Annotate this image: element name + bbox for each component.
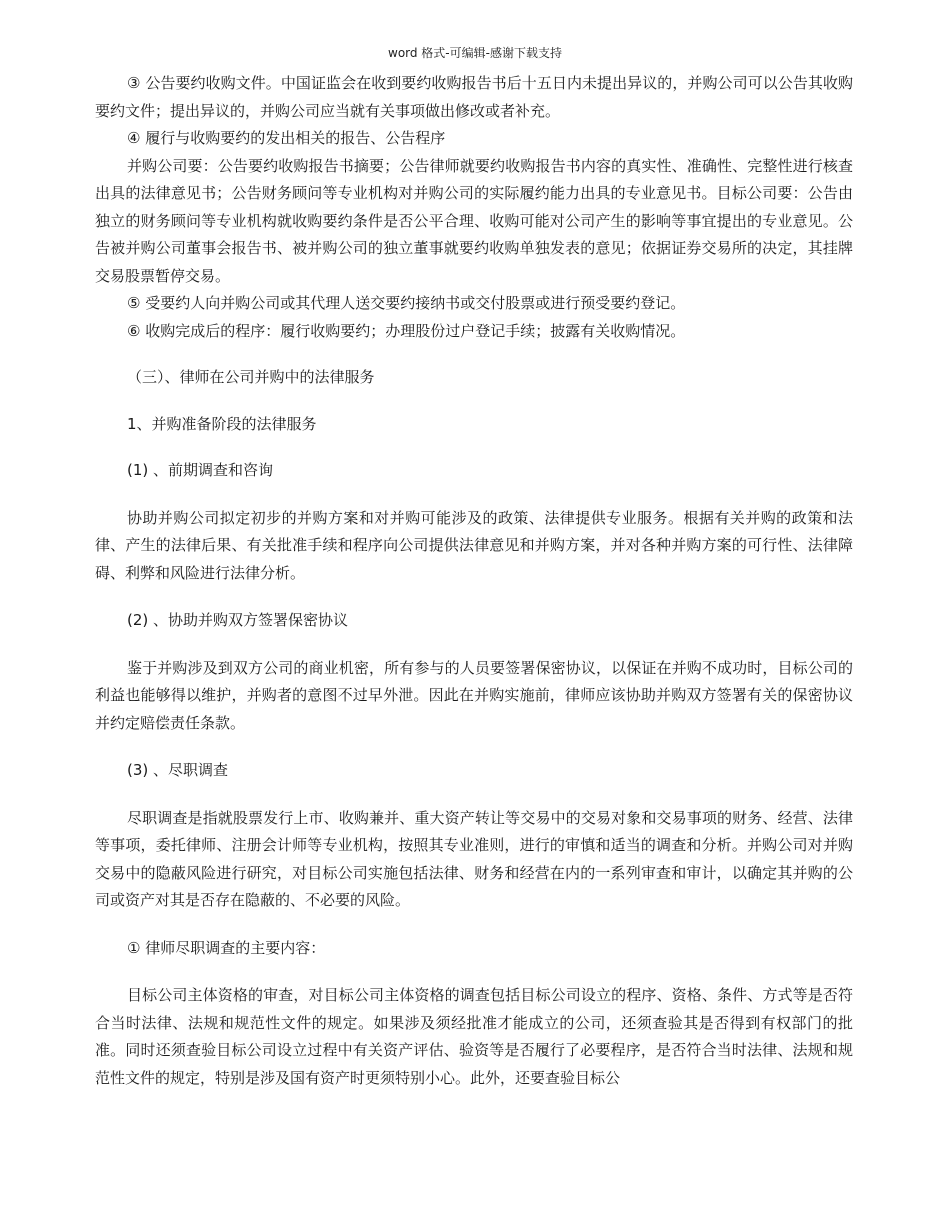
paragraph-post-acquisition-procedure: ⑥ 收购完成后的程序：履行收购要约；办理股份过户登记手续；披露有关收购情况。 (127, 321, 686, 340)
item-heading-confidentiality-agreement: (2) 、协助并购双方签署保密协议 (127, 611, 349, 629)
paragraph-subject-qualification-review: 目标公司主体资格的审查，对目标公司主体资格的调查包括目标公司设立的程序、资格、条件、方式等是否符合当时法律、法规和规范性文件的规定。如果涉及须经批准才能成立的公司，还须查验其是否得到有权部门的批准。同时还须查验目标公司设立过程中有关资产评估、验资等是否履行了必要程序，是否符合当时法律、法规和规范性文件的规定，特别是涉及国有资产时更须特别小心。此外，还要查验目标公 (95, 986, 853, 1087)
paragraph-confidentiality-agreement: 鉴于并购涉及到双方公司的商业机密，所有参与的人员要签署保密协议，以保证在并购不成功时，目标公司的利益也能够得以维护，并购者的意图不过早外泄。因此在并购实施前，律师应该协助并购双方签署有关的保密协议并约定赔偿责任条款。 (95, 658, 853, 732)
paragraph-preliminary-investigation: 协助并购公司拟定初步的并购方案和对并购可能涉及的政策、法律提供专业服务。根据有关并购的政策和法律、产生的法律后果、有关批准手续和程序向公司提供法律意见和并购方案，并对各种并购方案的可行性、法律障碍、利弊和风险进行法律分析。 (95, 508, 853, 582)
paragraph-announcement-requirements: 并购公司要：公告要约收购报告书摘要；公告律师就要约收购报告书内容的真实性、准确性、完整性进行核查出具的法律意见书；公告财务顾问等专业机构对并购公司的实际履约能力出具的专业意见书。目标公司要：公告由独立的财务顾问等专业机构就收购要约条件是否公平合理、收购可能对公司产生的影响等事宜提出的专业意见。公告被并购公司董事会报告书、被并购公司的独立董事就要约收购单独发表的意见；依据证券交易所的决定，其挂牌交易股票暂停交易。 (95, 156, 853, 285)
paragraph-report-procedure-title: ④ 履行与收购要约的发出相关的报告、公告程序 (127, 129, 446, 147)
subsection-heading-preparation-stage: 1、并购准备阶段的法律服务 (127, 414, 317, 433)
section-heading-lawyer-services: （三）、律师在公司并购中的法律服务 (127, 368, 375, 386)
document-body (95, 70, 853, 1092)
paragraph-announce-offer: ③ 公告要约收购文件。中国证监会在收到要约收购报告书后十五日内未提出异议的，并购公司可以公告其收购要约文件；提出异议的，并购公司应当就有关事项做出修改或者补充。 (95, 74, 853, 120)
item-heading-due-diligence: (3) 、尽职调查 (127, 761, 229, 779)
paragraph-due-diligence: 尽职调查是指就股票发行上市、收购兼并、重大资产转让等交易中的交易对象和交易事项的财务、经营、法律等事项，委托律师、注册会计师等专业机构，按照其专业准则，进行的审慎和适当的调查和分析。并购公司对并购交易中的隐蔽风险进行研究，对目标公司实施包括法律、财务和经营在内的一系列审查和审计，以确定其并购的公司或资产对其是否存在隐蔽的、不必要的风险。 (95, 808, 853, 909)
item-heading-due-diligence-content: ① 律师尽职调查的主要内容： (127, 938, 326, 957)
item-heading-preliminary-investigation: (1) 、前期调查和咨询 (127, 461, 274, 479)
paragraph-acceptance-submission: ⑤ 受要约人向并购公司或其代理人送交要约接纳书或交付股票或进行预受要约登记。 (127, 294, 686, 312)
page-header: word 格式-可编辑-感谢下载支持 (388, 46, 562, 60)
